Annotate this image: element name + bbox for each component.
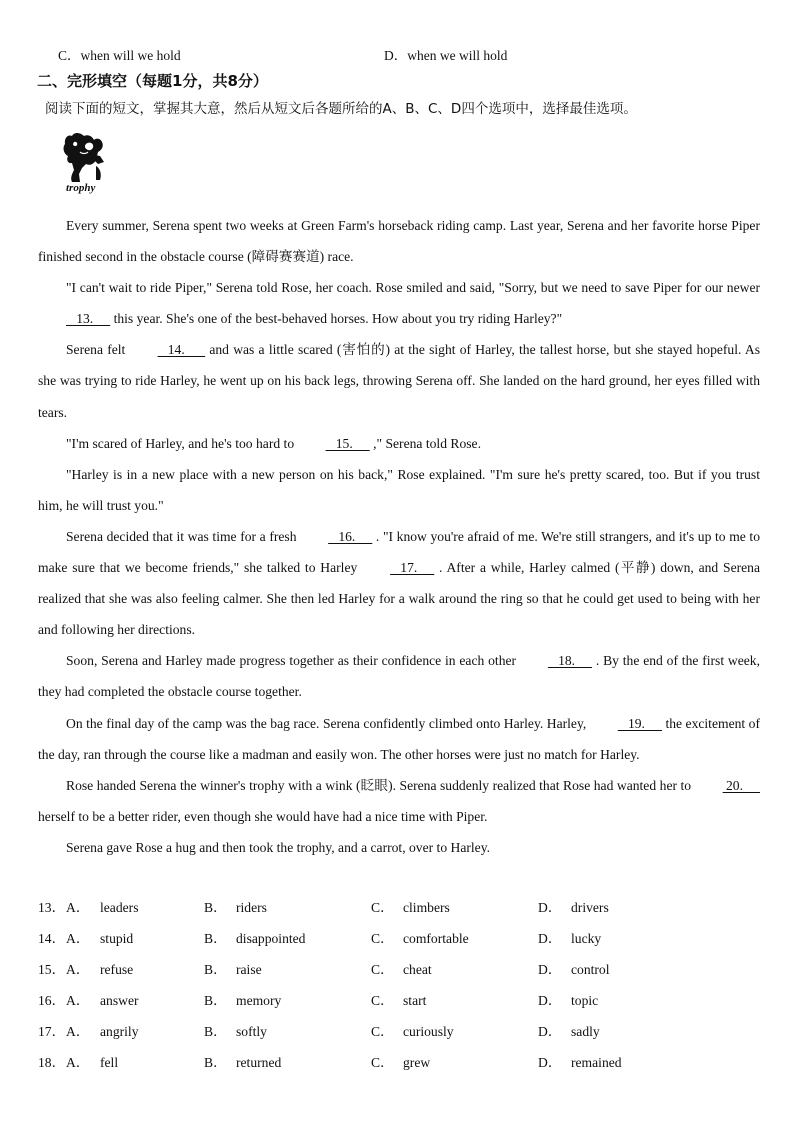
passage-paragraph [38,428,760,459]
letter-a: A． [66,1055,90,1071]
section-instruction: 阅读下面的短文，掌握其大意，然后从短文后各题所给的A、B、C、D四个选项中，选择最佳选项。 [45,101,637,117]
letter-a: A． [66,1024,90,1040]
paragraph-text: ," Serena told Rose. [369,435,481,451]
question-number: 18． [38,1055,66,1071]
passage-paragraph [38,770,760,832]
letter-b: B． [204,993,227,1009]
letter-c: C． [371,900,394,915]
letter-c: C． [371,1055,394,1071]
question-number: 17． [38,1024,66,1040]
letter-b: B． [204,931,227,947]
letter-b: B． [204,1024,227,1040]
paragraph-text: . After a while, Harley calmed (平静) down, and Serena realized that she was also feeling calmer. She then led Harley for a walk around the ring so that he could get used to being with her and following her directions. [38,560,760,638]
paragraph-text: Rose handed Serena the winner's trophy with a wink (眨眼). Serena suddenly realized that Rose had wanted her to [66,777,695,793]
paragraph-text: Serena decided that it was time for a fresh [66,528,301,544]
letter-d: D． [538,1024,562,1040]
choice-d[interactable]: remained [571,1055,622,1071]
letter-d: D． [538,900,562,915]
passage-paragraph [38,645,760,707]
letter-b: B． [204,1055,227,1071]
option-d: D．when we will hold [384,48,508,63]
paragraph-text: Soon, Serena and Harley made progress together as their confidence in each other [66,653,520,669]
choice-c[interactable]: cheat [403,962,432,978]
letter-d: D． [538,993,562,1009]
question-number: 15． [38,962,66,978]
letter-d: D． [538,931,562,947]
choice-a[interactable]: answer [100,993,139,1009]
choice-b[interactable]: softly [236,1024,267,1040]
choice-d[interactable]: sadly [571,1024,600,1040]
blank-13[interactable]: 13. [66,311,111,327]
choice-c[interactable]: curiously [403,1024,454,1040]
choice-a[interactable]: stupid [100,931,134,947]
paragraph-text: "Harley is in a new place with a new person on his back," Rose explained. "I'm sure he's pretty scared, too. But if you trust him, he will trust you." [38,466,760,513]
option-c: C．when will we hold [58,48,181,63]
passage-paragraph [38,708,760,770]
choice-d[interactable]: drivers [571,900,609,915]
choice-b[interactable]: returned [236,1055,282,1071]
passage-paragraph [38,832,760,863]
blank-18[interactable]: 18. [547,653,593,669]
passage-paragraph [38,334,760,427]
letter-c: C． [371,931,394,947]
letter-d: D． [538,1055,562,1071]
choice-c[interactable]: climbers [403,900,450,915]
blank-19[interactable]: 19. [617,715,662,731]
letter-a: A． [66,931,90,947]
paragraph-text: Serena felt [66,342,130,358]
choice-c[interactable]: comfortable [403,931,469,947]
choice-a[interactable]: angrily [100,1024,139,1040]
paragraph-text: Serena gave Rose a hug and then took the trophy, and a carrot, over to Harley. [66,839,491,855]
choice-b[interactable]: memory [236,993,282,1009]
paragraph-text: . By the end of the first week, they had completed the obstacle course together. [38,653,761,700]
choice-b[interactable]: raise [236,962,262,978]
paragraph-text: this year. She's one of the best-behaved horses. How about you try riding Harley?" [110,311,563,327]
letter-c: C． [371,962,394,978]
cloze-passage [38,210,760,863]
paragraph-text: "I'm scared of Harley, and he's too hard to [66,435,298,451]
choice-b[interactable]: riders [236,900,267,915]
paragraph-text: and was a little scared (害怕的) at the sight of Harley, the tallest horse, but she stayed hopeful. As she was trying to ride Harley, he went up on his back legs, throwing Serena off. She landed on the hard ground, her eyes filled with tears. [38,342,760,420]
passage-paragraph [38,210,760,272]
choice-d[interactable]: control [571,962,610,978]
blank-15[interactable]: 15. [325,435,370,451]
question-number: 14． [38,931,66,947]
figure-caption: trophy [66,182,96,194]
choice-d[interactable]: topic [571,993,599,1009]
choice-d[interactable]: lucky [571,931,602,947]
letter-a: A． [66,993,90,1009]
letter-a: A． [66,962,90,978]
paragraph-text: the excitement of the day, ran through the course like a madman and easily won. The other horses were just no match for Harley. [38,715,760,762]
passage-paragraph [38,521,760,645]
passage-paragraph [38,459,760,521]
letter-c: C． [371,1024,394,1040]
letter-c: C． [371,993,394,1009]
blank-17[interactable]: 17. [390,560,435,576]
section-heading: 二、完形填空（每题1分，共8分） [37,72,268,90]
paragraph-text: Every summer, Serena spent two weeks at Green Farm's horseback riding camp. Last year, Serena and her favorite horse Piper finished second in the obstacle course (障碍赛赛道) race. [38,218,760,265]
paragraph-text: . "I know you're afraid of me. We're still strangers, and it's up to me to make sure that we become friends," she talked to Harley [38,528,760,576]
question-number: 13． [38,900,66,915]
letter-a: A． [66,900,90,915]
blank-16[interactable]: 16. [328,528,373,544]
blank-14[interactable]: 14. [157,342,206,358]
passage-paragraph [38,272,760,334]
blank-20[interactable]: 20. [722,777,760,793]
choice-b[interactable]: disappointed [236,931,306,947]
letter-b: B． [204,962,227,978]
choice-c[interactable]: start [403,993,427,1009]
paragraph-text: On the final day of the camp was the bag race. Serena confidently climbed onto Harley. Harley, [66,715,590,731]
letter-d: D． [538,962,562,978]
choice-a[interactable]: refuse [100,962,134,978]
choice-a[interactable]: fell [100,1055,119,1071]
letter-b: B． [204,900,227,915]
paragraph-text: herself to be a better rider, even though she would have had a nice time with Piper. [38,808,488,824]
choice-c[interactable]: grew [403,1055,431,1071]
question-number: 16． [38,993,66,1009]
paragraph-text: "I can't wait to ride Piper," Serena told Rose, her coach. Rose smiled and said, "Sorry, but we need to save Piper for our newer [66,280,760,296]
choice-a[interactable]: leaders [100,900,139,915]
